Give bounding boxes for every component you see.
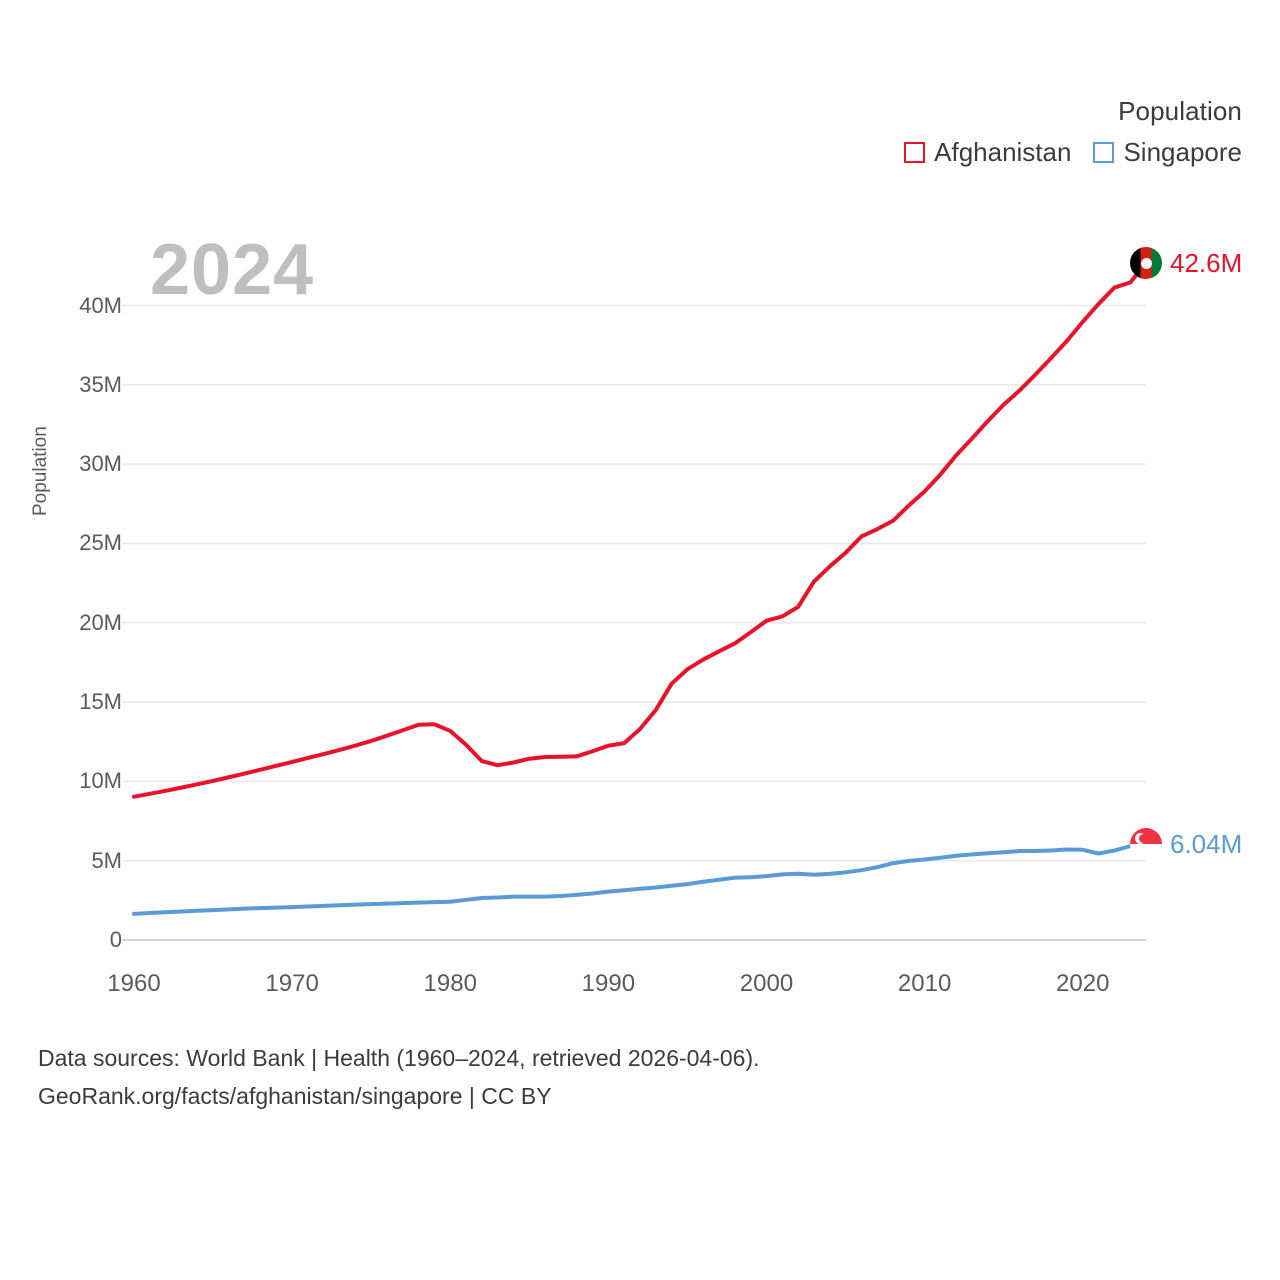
series-line-afghanistan (134, 263, 1146, 796)
y-tick-label: 35M (79, 371, 122, 397)
y-tick-label: 25M (79, 530, 122, 556)
afghanistan-end-label (1130, 247, 1242, 279)
legend-label-afghanistan: Afghanistan (934, 137, 1072, 167)
x-axis-tick-labels (0, 970, 1280, 1010)
afghanistan-end-value: 42.6M (1170, 247, 1243, 278)
singapore-flag-icon (1130, 828, 1162, 860)
singapore-end-value: 6.04M (1170, 828, 1243, 859)
footer-line-2: GeoRank.org/facts/afghanistan/singapore | CC BY (38, 1082, 552, 1109)
y-axis-tick-labels (0, 0, 122, 1040)
x-tick-label: 2010 (897, 970, 952, 997)
x-tick-label: 2020 (1056, 970, 1110, 997)
x-tick-label: 1960 (107, 970, 161, 997)
y-tick-label: 40M (79, 292, 122, 318)
year-watermark: 2024 (150, 230, 315, 310)
legend-title: Population (1118, 96, 1242, 126)
footer-attribution (38, 1040, 760, 1116)
x-tick-label: 1980 (423, 970, 477, 997)
legend-label-singapore: Singapore (1123, 137, 1242, 167)
y-tick-label: 10M (79, 768, 122, 794)
y-tick-label: 0 (109, 927, 122, 952)
x-tick-label: 1990 (581, 970, 636, 997)
series-line-singapore (134, 844, 1146, 914)
y-tick-label: 30M (79, 451, 122, 477)
y-tick-label: 5M (91, 847, 122, 873)
y-tick-label: 15M (79, 689, 122, 715)
x-tick-label: 1970 (265, 970, 319, 997)
footer-line-1: Data sources: World Bank | Health (1960–2024, retrieved 2026-04-06). (38, 1045, 760, 1071)
singapore-end-label (1130, 828, 1242, 860)
y-axis-title: Population (30, 426, 51, 516)
y-tick-label: 20M (79, 609, 122, 635)
x-tick-label: 2000 (739, 970, 794, 997)
afghanistan-flag-icon (1130, 247, 1162, 279)
